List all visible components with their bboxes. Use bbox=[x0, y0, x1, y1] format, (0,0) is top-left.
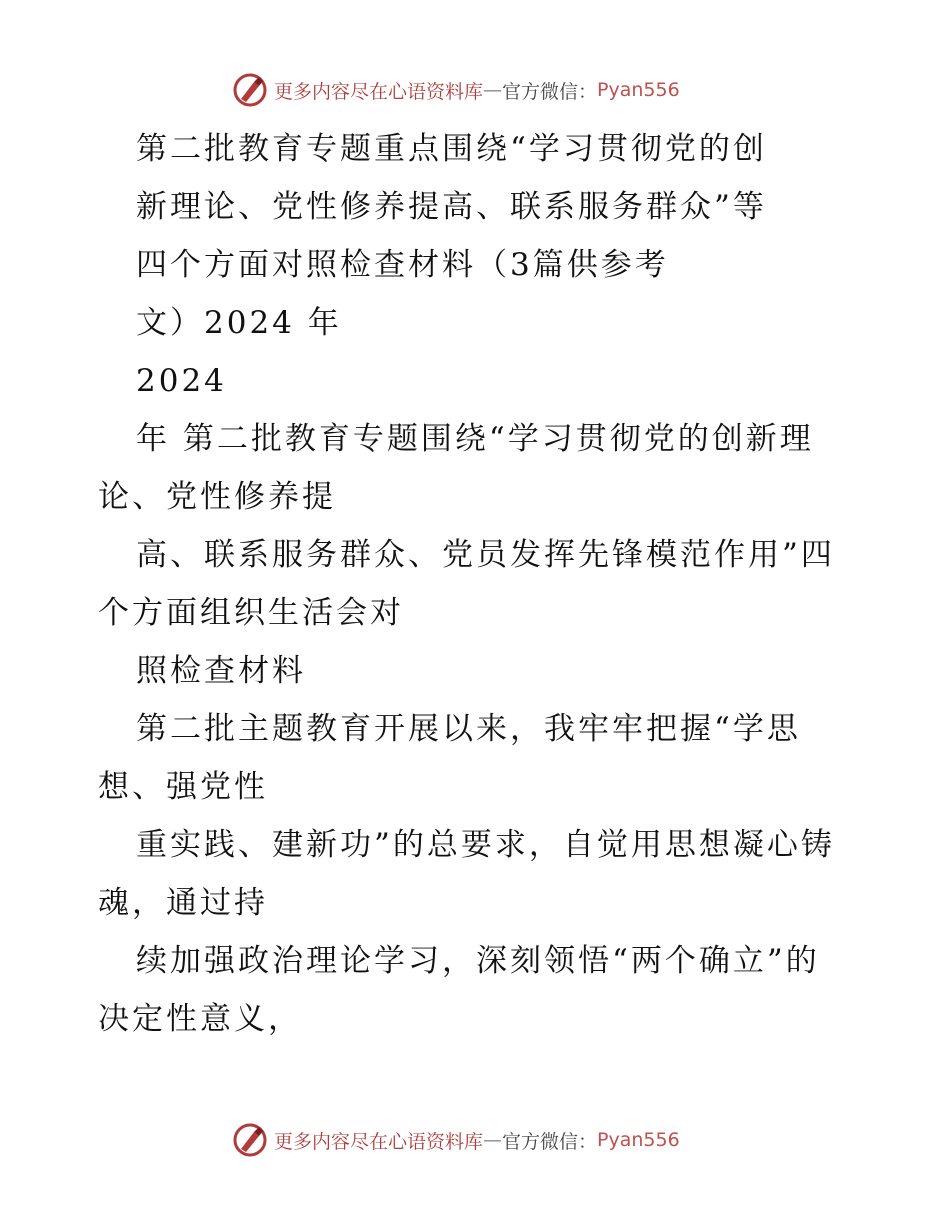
text-line: 高、联系服务群众、党员发挥先锋模范作用”四 bbox=[136, 537, 835, 573]
text-line: 2024 bbox=[136, 363, 227, 399]
text-line: 魂，通过持 bbox=[98, 885, 268, 921]
pen-logo-icon bbox=[232, 72, 268, 108]
watermark-footer bbox=[232, 1122, 680, 1158]
watermark-tail: 官方微信： bbox=[502, 80, 598, 103]
watermark-lead: 更多内容尽在心语资料库 bbox=[274, 80, 484, 103]
text-line: 个方面组织生活会对 bbox=[98, 595, 404, 631]
watermark-header bbox=[232, 72, 680, 108]
text-line: 文）2024 年 bbox=[136, 305, 342, 341]
text-line: 四个方面对照检查材料（3篇供参考 bbox=[136, 247, 669, 283]
watermark-id: Pyan556 bbox=[597, 1129, 680, 1151]
watermark-separator: — bbox=[483, 1129, 503, 1151]
text-line: 第二批教育专题重点围绕“学习贯彻党的创 bbox=[136, 131, 767, 167]
document-body bbox=[98, 120, 858, 1048]
watermark-id: Pyan556 bbox=[597, 79, 680, 101]
text-line: 决定性意义， bbox=[98, 1001, 302, 1037]
text-line: 论、党性修养提 bbox=[98, 479, 336, 515]
watermark-separator: — bbox=[483, 79, 503, 101]
watermark-lead: 更多内容尽在心语资料库 bbox=[274, 1130, 484, 1153]
text-line: 年 第二批教育专题围绕“学习贯彻党的创新理 bbox=[136, 421, 814, 457]
text-line: 重实践、建新功”的总要求，自觉用思想凝心铸 bbox=[136, 827, 835, 863]
text-line: 想、强党性 bbox=[98, 769, 268, 805]
text-line: 照检查材料 bbox=[136, 653, 306, 689]
watermark-tail: 官方微信： bbox=[502, 1130, 598, 1153]
text-line: 第二批主题教育开展以来，我牢牢把握“学思 bbox=[136, 711, 801, 747]
text-line: 新理论、党性修养提高、联系服务群众”等 bbox=[136, 189, 767, 225]
text-line: 续加强政治理论学习，深刻领悟“两个确立”的 bbox=[136, 943, 820, 979]
pen-logo-icon bbox=[232, 1122, 268, 1158]
